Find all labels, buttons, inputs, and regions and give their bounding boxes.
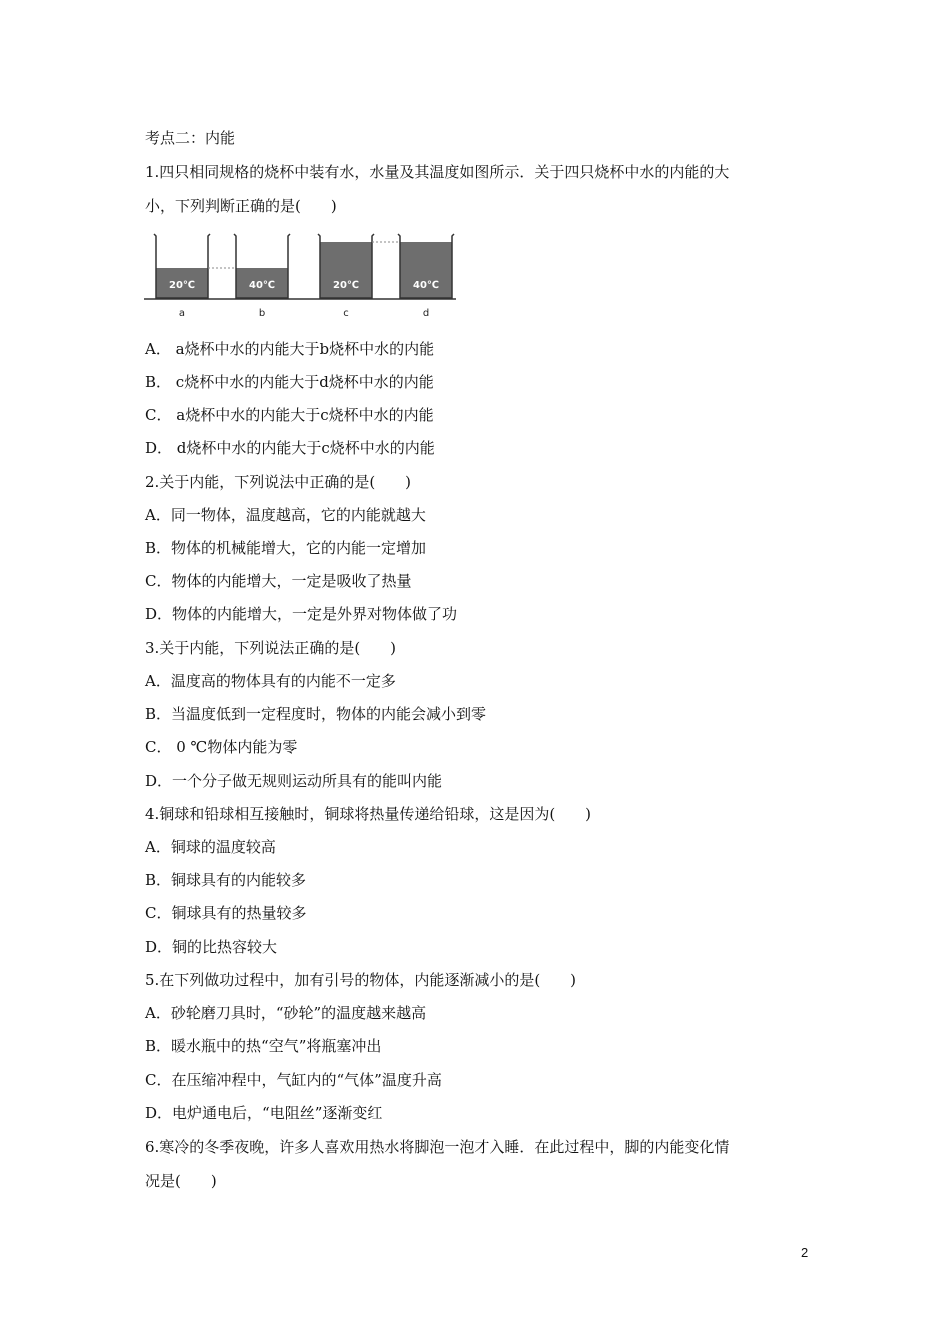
question-1-stem-line2: 小，下列判断正确的是( ) [145,197,337,215]
question-4-stem: 4.铜球和铅球相互接触时，铜球将热量传递给铅球，这是因为( ) [145,805,592,823]
question-5-option-c: C．在压缩冲程中，气缸内的“气体”温度升高 [145,1071,442,1089]
beaker-c [318,234,374,319]
question-6-stem-line2: 况是( ) [145,1172,217,1190]
question-1-stem-line1: 1.四只相同规格的烧杯中装有水，水量及其温度如图所示．关于四只烧杯中水的内能的大 [145,163,730,181]
question-4-option-a: A．铜球的温度较高 [145,838,276,856]
beaker-d-temp: 40℃ [412,280,440,291]
question-3-option-a: A．温度高的物体具有的内能不一定多 [145,672,396,690]
question-3-stem: 3.关于内能，下列说法正确的是( ) [145,639,397,657]
question-2-option-d: D．物体的内能增大，一定是外界对物体做了功 [145,605,458,623]
question-1-option-d: D． d烧杯中水的内能大于c烧杯中水的内能 [145,439,435,457]
question-3-option-c: C． 0 ℃物体内能为零 [145,738,298,756]
question-4-option-b: B．铜球具有的内能较多 [145,871,307,889]
question-5-option-a: A．砂轮磨刀具时，“砂轮”的温度越来越高 [145,1004,427,1022]
page-number: 2 [801,1245,809,1260]
beaker-b-label: b [258,308,266,319]
beaker-c-temp: 20℃ [332,280,360,291]
beaker-b-temp: 40℃ [248,280,276,291]
question-1-option-a: A． a烧杯中水的内能大于b烧杯中水的内能 [145,340,435,358]
question-5-stem: 5.在下列做功过程中，加有引号的物体，内能逐渐减小的是( ) [145,971,577,989]
question-6-stem-line1: 6.寒冷的冬季夜晚，许多人喜欢用热水将脚泡一泡才入睡．在此过程中，脚的内能变化情 [145,1138,730,1156]
question-1-option-c: C． a烧杯中水的内能大于c烧杯中水的内能 [145,406,434,424]
beaker-b [234,234,290,319]
beaker-a-temp: 20℃ [168,280,196,291]
beaker-a [154,234,210,319]
beaker-d [398,234,454,319]
beaker-a-label: a [178,308,186,319]
beakers-figure [144,226,456,320]
question-4-option-c: C．铜球具有的热量较多 [145,904,307,922]
question-3-option-b: B．当温度低到一定程度时，物体的内能会减小到零 [145,705,487,723]
question-2-option-b: B．物体的机械能增大，它的内能一定增加 [145,539,427,557]
beaker-d-label: d [422,308,430,319]
question-2-option-a: A．同一物体，温度越高，它的内能就越大 [145,506,426,524]
beaker-c-label: c [343,308,349,319]
question-1-option-b: B． c烧杯中水的内能大于d烧杯中水的内能 [145,373,434,391]
question-4-option-d: D．铜的比热容较大 [145,938,278,956]
question-2-option-c: C．物体的内能增大，一定是吸收了热量 [145,572,412,590]
question-3-option-d: D．一个分子做无规则运动所具有的能叫内能 [145,772,443,790]
question-5-option-d: D．电炉通电后，“电阻丝”逐渐变红 [145,1104,383,1122]
question-5-option-b: B．暖水瓶中的热“空气”将瓶塞冲出 [145,1037,382,1055]
question-2-stem: 2.关于内能，下列说法中正确的是( ) [145,473,412,491]
section-title: 考点二：内能 [145,129,236,147]
